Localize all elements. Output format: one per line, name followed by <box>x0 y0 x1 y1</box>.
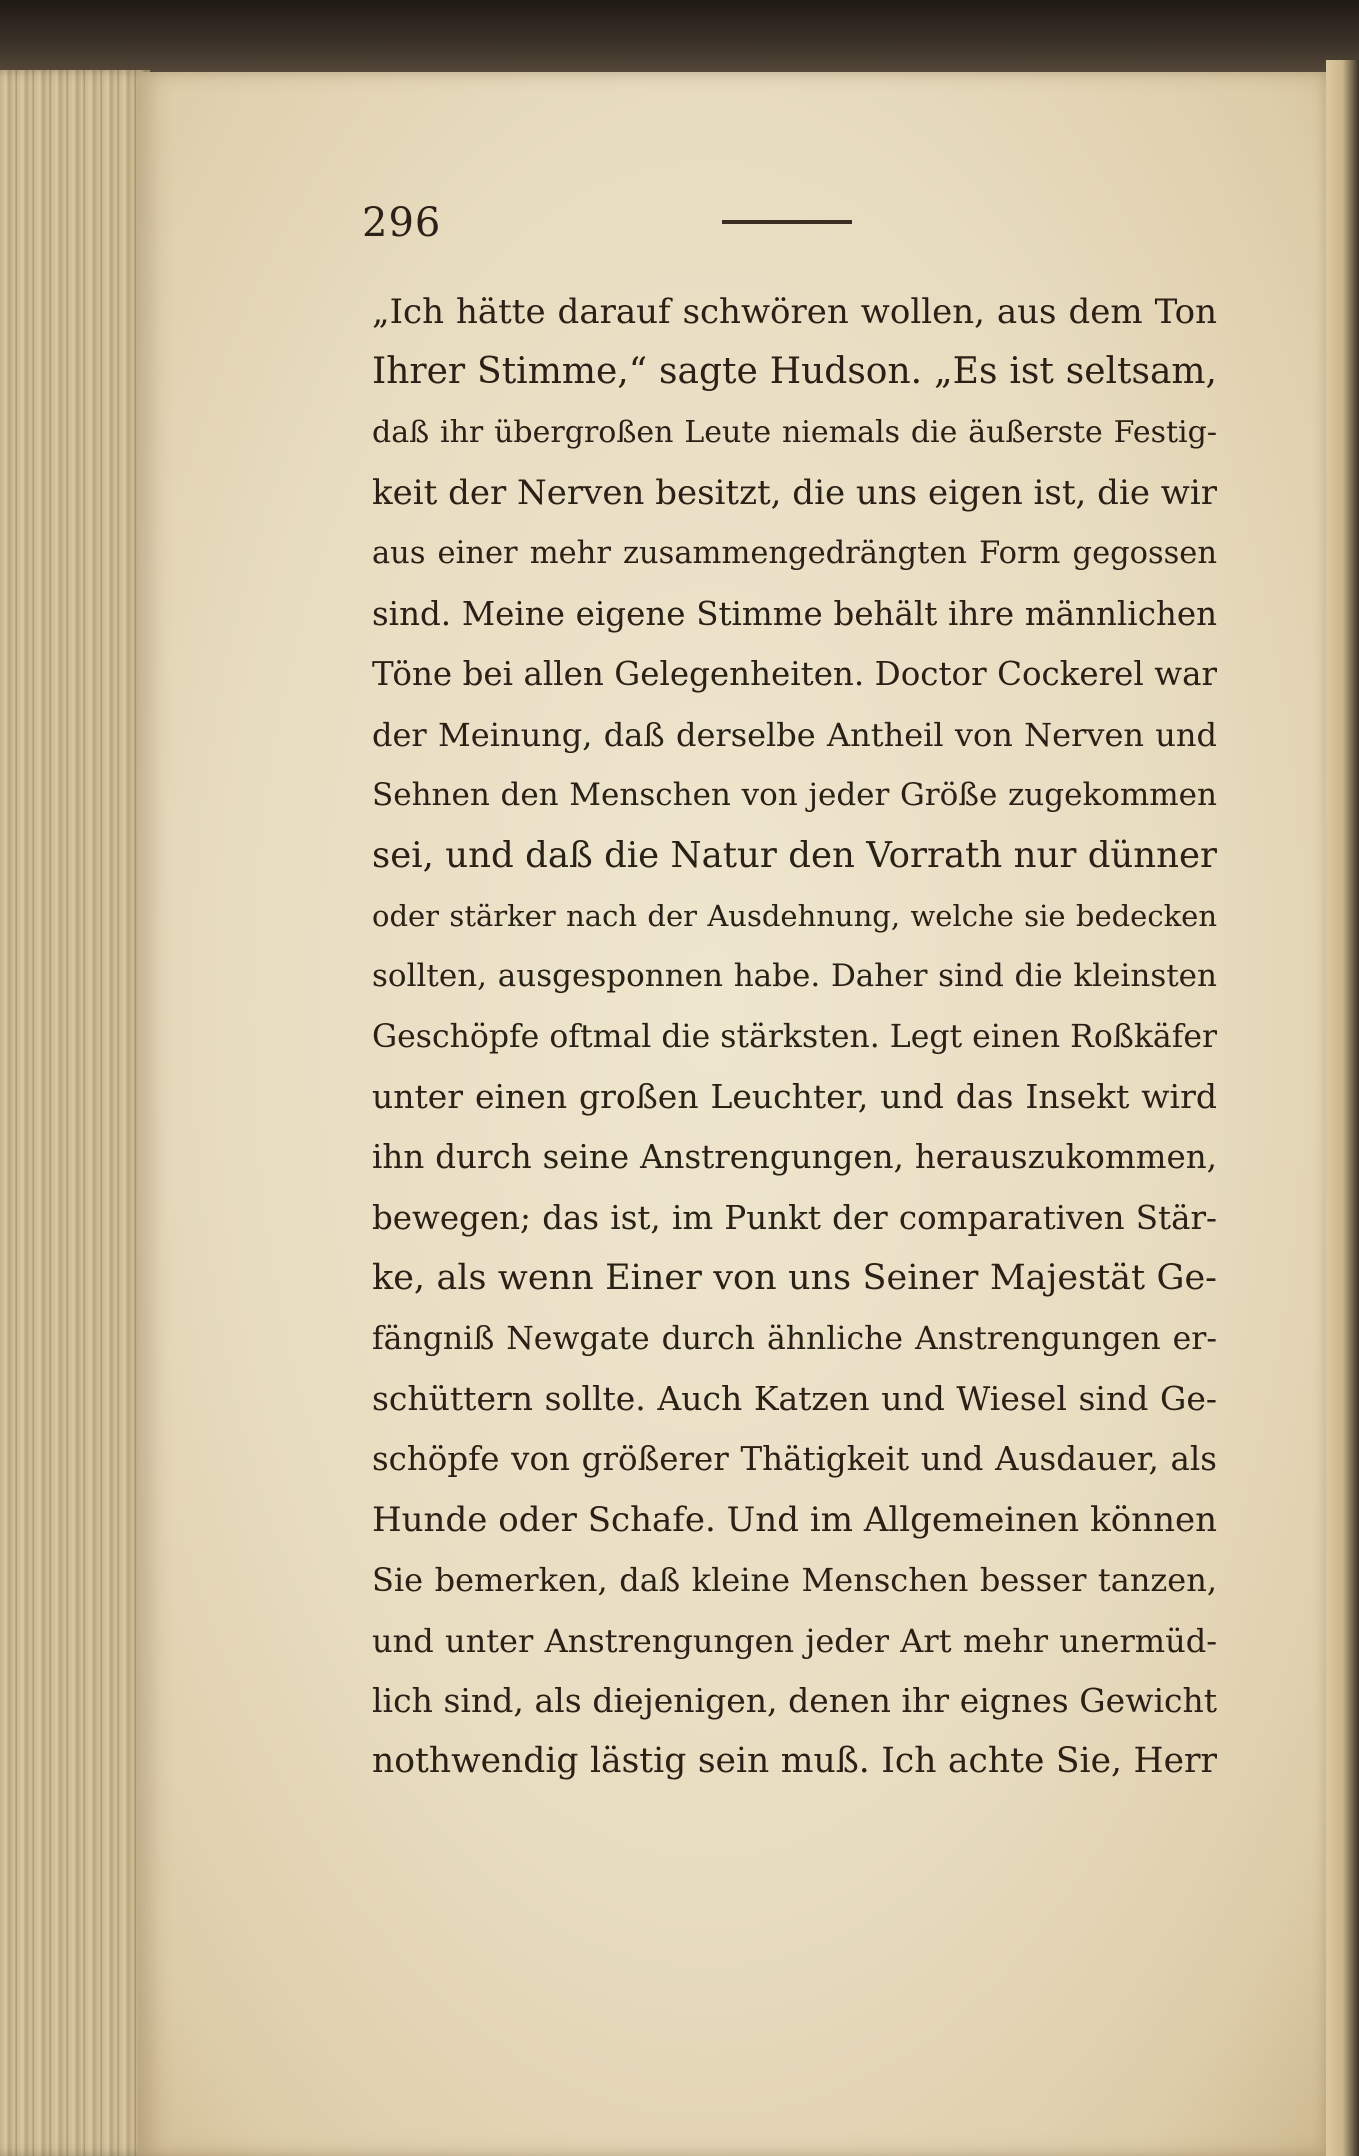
body-text <box>372 282 1217 1792</box>
text-line: daß ihr übergroßen Leute niemals die äußerste Festig- <box>372 414 1217 450</box>
text-line: aus einer mehr zusammengedrängten Form gegossen <box>372 535 1217 571</box>
text-line: schüttern sollte. Auch Katzen und Wiesel sind Ge- <box>372 1379 1217 1419</box>
text-line: lich sind, als diejenigen, denen ihr eignes Gewicht <box>372 1680 1217 1720</box>
text-line: Sie bemerken, daß kleine Menschen besser tanzen, <box>372 1561 1217 1600</box>
text-line: „Ich hätte darauf schwören wollen, aus dem Ton <box>372 292 1217 332</box>
text-line: Ihrer Stimme,“ sagte Hudson. „Es ist seltsam, <box>372 351 1217 393</box>
text-line: nothwendig lästig sein muß. Ich achte Sie, Herr <box>372 1741 1217 1782</box>
text-line: ke, als wenn Einer von uns Seiner Majestät Ge- <box>372 1258 1217 1299</box>
text-line: Töne bei allen Gelegenheiten. Doctor Cockerel war <box>372 655 1217 694</box>
text-line: keit der Nerven besitzt, die uns eigen ist, die wir <box>372 473 1217 514</box>
page-right-edge <box>1326 60 1359 2156</box>
page-header <box>362 200 862 260</box>
text-line: Geschöpfe oftmal die stärksten. Legt einen Roßkäfer <box>372 1018 1217 1055</box>
text-line: und unter Anstrengungen jeder Art mehr unermüd- <box>372 1621 1217 1660</box>
text-line: schöpfe von größerer Thätigkeit und Ausdauer, als <box>372 1440 1217 1479</box>
text-line: sind. Meine eigene Stimme behält ihre männlichen <box>372 594 1217 633</box>
text-line: bewegen; das ist, im Punkt der comparativen Stär- <box>372 1198 1217 1237</box>
text-line: sei, und daß die Natur den Vorrath nur dünner <box>372 834 1217 876</box>
text-line: oder stärker nach der Ausdehnung, welche sie bedecken <box>372 898 1217 933</box>
text-line: Sehnen den Menschen von jeder Größe zugekommen <box>372 777 1217 814</box>
text-line: der Meinung, daß derselbe Antheil von Nerven und <box>372 715 1217 754</box>
book-top-edge <box>0 0 1359 78</box>
header-rule <box>722 220 852 224</box>
text-line: ihn durch seine Anstrengungen, herauszukommen, <box>372 1138 1217 1177</box>
text-line: unter einen großen Leuchter, und das Insekt wird <box>372 1077 1217 1117</box>
page-number: 296 <box>362 200 442 246</box>
text-line: Hunde oder Schafe. Und im Allgemeinen können <box>372 1499 1217 1540</box>
text-line: sollten, ausgesponnen habe. Daher sind die kleinsten <box>372 958 1217 995</box>
text-line: fängniß Newgate durch ähnliche Anstrengungen er- <box>372 1320 1217 1357</box>
page-stack-edge <box>0 70 150 2156</box>
